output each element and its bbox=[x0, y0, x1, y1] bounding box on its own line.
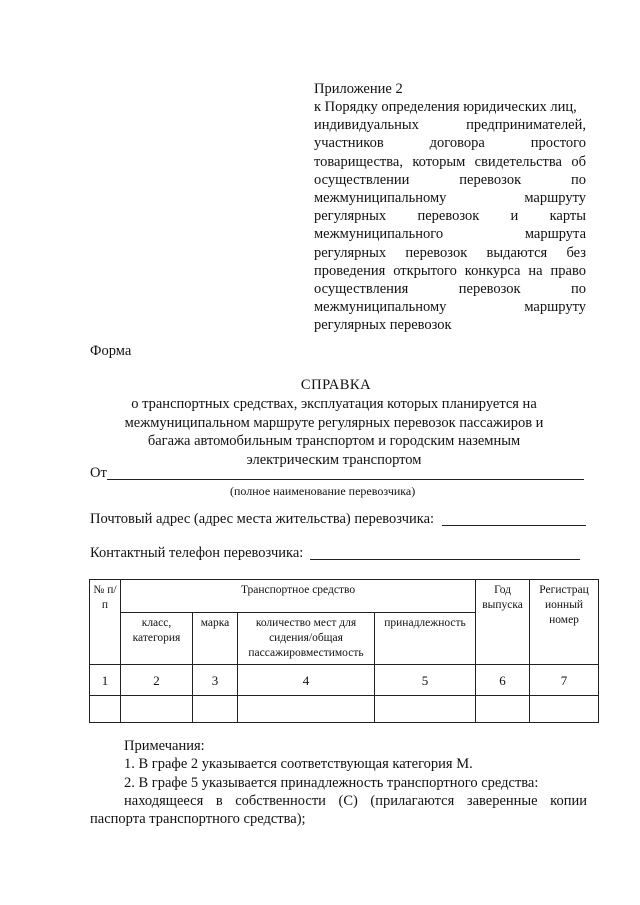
appendix-word: конкурса bbox=[464, 262, 521, 279]
form-label: Форма bbox=[90, 343, 132, 359]
appendix-word: регулярных bbox=[314, 244, 387, 261]
col-number-2: 2 bbox=[121, 665, 193, 696]
appendix-word: выдаются bbox=[486, 244, 548, 261]
note-3-end: паспорта транспортного средства); bbox=[90, 811, 306, 828]
col-number-header: № п/п bbox=[90, 580, 121, 665]
appendix-word: межмуниципального bbox=[314, 226, 444, 243]
col-number-6: 6 bbox=[476, 665, 530, 696]
appendix-word: перевозок bbox=[405, 244, 468, 261]
carrier-name-field bbox=[90, 465, 584, 483]
document-title: СПРАВКА bbox=[300, 377, 372, 393]
table-row bbox=[90, 696, 599, 723]
appendix-line bbox=[314, 225, 586, 243]
appendix-title: Приложение 2 bbox=[314, 81, 403, 97]
appendix-word: маршруту bbox=[524, 190, 586, 207]
note-3-word: (прилагаются bbox=[370, 792, 455, 809]
appendix-word: без bbox=[566, 244, 586, 261]
empty-cell bbox=[121, 696, 193, 723]
appendix-word: перевозок bbox=[459, 171, 522, 188]
note-2: 2. В графе 5 указывается принадлежность транспортного средства: bbox=[124, 774, 539, 791]
appendix-line bbox=[314, 262, 586, 280]
appendix-word: на bbox=[528, 262, 543, 279]
note-3-word: (С) bbox=[338, 792, 358, 809]
empty-cell bbox=[90, 696, 121, 723]
appendix-word: межмуниципальному bbox=[314, 299, 447, 316]
col-number-3: 3 bbox=[193, 665, 238, 696]
postal-address-label: Почтовый адрес (адрес места жительства) перевозчика: bbox=[90, 511, 435, 527]
appendix-word: регулярных перевозок bbox=[314, 317, 452, 334]
appendix-line bbox=[314, 171, 586, 189]
appendix-word: маршруту bbox=[524, 299, 586, 316]
col-reg-number-header: Регистрац ионный номер bbox=[530, 580, 599, 665]
empty-cell bbox=[375, 696, 476, 723]
col-seats-header: количество мест для сидения/общая пассажировместимость bbox=[238, 613, 375, 665]
appendix-line bbox=[314, 153, 586, 171]
appendix-word: осуществлении bbox=[314, 171, 410, 188]
appendix-word: индивидуальных bbox=[314, 117, 419, 134]
appendix-word: маршрута bbox=[524, 226, 586, 243]
document-subtitle: о транспортных средствах, эксплуатация которых планируется на межмуниципальном маршруте регулярных перевозок пассажиров и багажа автомобильным транспортом и городским наземным электрическим транспортом bbox=[124, 396, 544, 468]
appendix-word: участников bbox=[314, 135, 384, 152]
carrier-name-hint: (полное наименование перевозчика) bbox=[230, 484, 416, 498]
phone-blank bbox=[310, 559, 580, 560]
appendix-word: и bbox=[510, 208, 519, 225]
note-1: 1. В графе 2 указывается соответствующая категория М. bbox=[124, 756, 473, 773]
empty-cell bbox=[530, 696, 599, 723]
appendix-word: регулярных bbox=[314, 208, 387, 225]
note-3-word: заверенные bbox=[466, 792, 538, 809]
appendix-line bbox=[314, 280, 586, 298]
appendix-word: перевозок bbox=[417, 208, 480, 225]
carrier-name-blank bbox=[107, 479, 584, 480]
note-3-word: находящееся bbox=[124, 792, 204, 809]
appendix-line bbox=[314, 244, 586, 262]
appendix-line bbox=[314, 189, 586, 207]
appendix-word: договора bbox=[429, 135, 485, 152]
notes-section bbox=[90, 737, 587, 828]
appendix-word: открытого bbox=[393, 262, 457, 279]
note-3-line bbox=[90, 792, 587, 810]
col-number-1: 1 bbox=[90, 665, 121, 696]
postal-address-field bbox=[90, 511, 586, 529]
appendix-word: по bbox=[570, 171, 586, 188]
phone-label: Контактный телефон перевозчика: bbox=[90, 545, 304, 561]
vehicles-table bbox=[89, 579, 599, 723]
col-brand-header: марка bbox=[193, 613, 238, 665]
appendix-word: свидетельства bbox=[474, 153, 562, 170]
appendix-line bbox=[314, 298, 586, 316]
col-number-7: 7 bbox=[530, 665, 599, 696]
appendix-line bbox=[314, 207, 586, 225]
appendix-line bbox=[314, 134, 586, 152]
note-3-word: в bbox=[215, 792, 223, 809]
col-class-header: класс, категория bbox=[121, 613, 193, 665]
postal-address-blank bbox=[442, 525, 586, 526]
from-label: От bbox=[90, 465, 107, 481]
appendix-word: право bbox=[550, 262, 586, 279]
notes-title: Примечания: bbox=[124, 738, 205, 754]
appendix-word: предпринимателей, bbox=[466, 117, 586, 134]
appendix-word: осуществления bbox=[314, 281, 409, 298]
col-year-header: Год выпуска bbox=[476, 580, 530, 665]
appendix-word: об bbox=[571, 153, 586, 170]
col-number-4: 4 bbox=[238, 665, 375, 696]
appendix-word: простого bbox=[530, 135, 586, 152]
appendix-word: которым bbox=[412, 153, 466, 170]
vehicle-group-header: Транспортное средство bbox=[121, 580, 476, 613]
appendix-word: карты bbox=[549, 208, 586, 225]
appendix-line bbox=[314, 116, 586, 134]
empty-cell bbox=[238, 696, 375, 723]
note-3-word: копии bbox=[550, 792, 587, 809]
appendix-word: межмуниципальному bbox=[314, 190, 447, 207]
appendix-line bbox=[314, 316, 586, 334]
appendix-word: товарищества, bbox=[314, 153, 403, 170]
appendix-body bbox=[314, 98, 586, 335]
empty-cell bbox=[476, 696, 530, 723]
appendix-word: проведения bbox=[314, 262, 386, 279]
appendix-word: к Порядку определения юридических лиц, bbox=[314, 99, 577, 115]
empty-cell bbox=[193, 696, 238, 723]
phone-field bbox=[90, 545, 580, 563]
appendix-line bbox=[314, 98, 586, 116]
note-3-word: собственности bbox=[235, 792, 326, 809]
col-owner-header: принадлежность bbox=[375, 613, 476, 665]
appendix-word: по bbox=[570, 281, 586, 298]
appendix-word: перевозок bbox=[458, 281, 521, 298]
col-number-5: 5 bbox=[375, 665, 476, 696]
